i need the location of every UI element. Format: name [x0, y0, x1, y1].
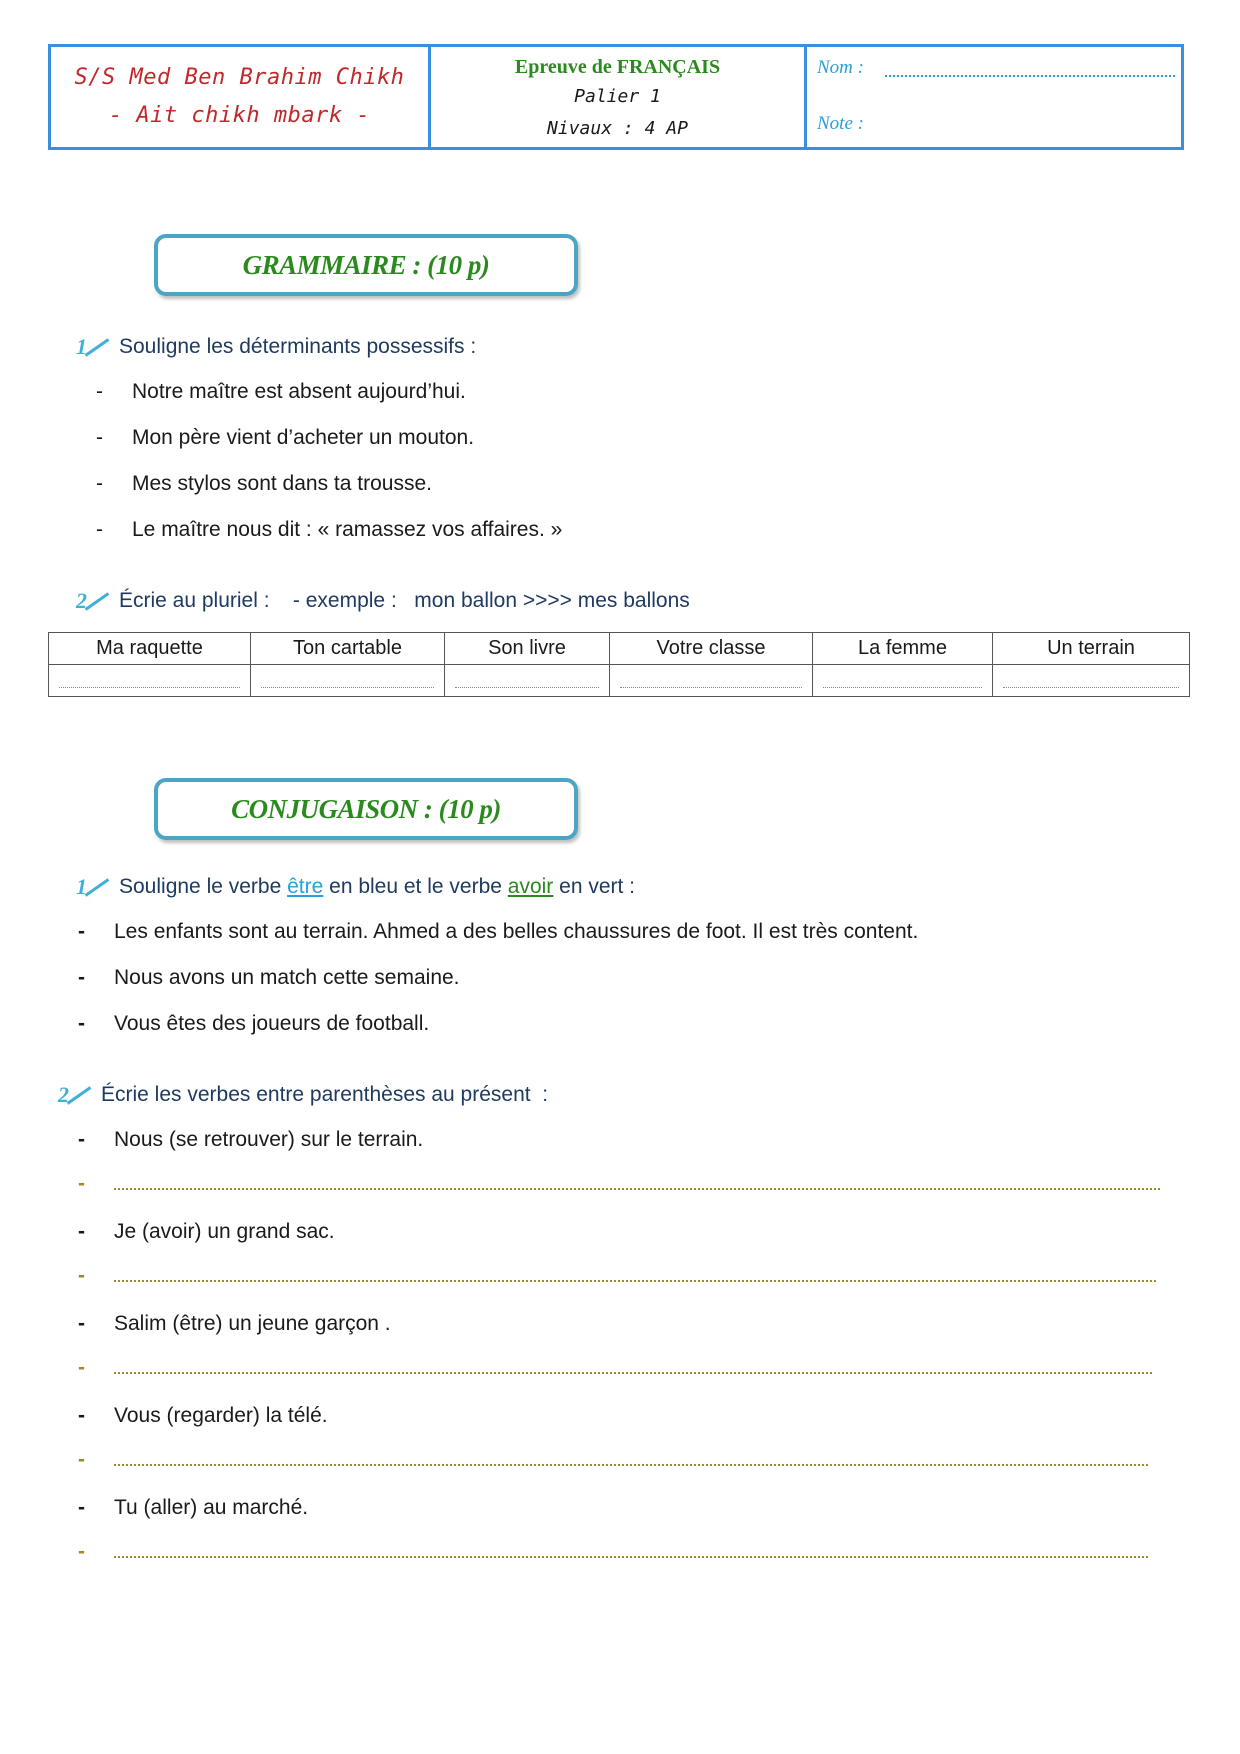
- question-number: 2: [76, 588, 87, 613]
- answer-line[interactable]: -: [78, 1356, 1152, 1380]
- question-number: 1: [76, 334, 87, 359]
- list-item: - Les enfants sont au terrain. Ahmed a des belles chaussures de foot. Il est très content.: [78, 920, 919, 943]
- list-item: - Nous (se retrouver) sur le terrain.: [78, 1128, 424, 1151]
- name-field[interactable]: [885, 75, 1175, 77]
- conjugaison-q2-instruction: [58, 1082, 548, 1108]
- table-header-cell: Votre classe: [610, 633, 813, 665]
- conjugaison-q1-instruction: [76, 874, 635, 900]
- grammaire-q2-instruction: [76, 588, 690, 614]
- question-number: 2: [58, 1082, 69, 1107]
- student-info-cell: [807, 47, 1181, 147]
- answer-cell[interactable]: [993, 665, 1190, 697]
- plural-table: [48, 632, 1190, 697]
- instruction-text: Souligne les déterminants possessifs :: [119, 335, 477, 358]
- list-item: - Le maître nous dit : « ramassez vos affaires. »: [96, 518, 563, 541]
- sentence: Le maître nous dit : « ramassez vos affaires. »: [132, 518, 563, 541]
- list-item: - Mon père vient d’acheter un mouton.: [96, 426, 475, 449]
- answer-line[interactable]: -: [78, 1448, 1148, 1472]
- answer-line[interactable]: -: [78, 1264, 1156, 1288]
- instruction-text: Écrie au pluriel : - exemple : mon ballon >>>> mes ballons: [119, 589, 690, 612]
- sentence: Vous (regarder) la télé.: [114, 1404, 328, 1427]
- slash-mark: [85, 338, 110, 357]
- answer-cell[interactable]: [445, 665, 610, 697]
- exam-level: Nivaux : 4 AP: [547, 118, 688, 139]
- sentence: Mes stylos sont dans ta trousse.: [132, 472, 432, 495]
- sentence: Tu (aller) au marché.: [114, 1496, 309, 1519]
- verb-etre: être: [287, 875, 324, 898]
- list-item: - Vous êtes des joueurs de football.: [78, 1012, 430, 1035]
- exam-header: [48, 44, 1184, 150]
- sentence: Nous (se retrouver) sur le terrain.: [114, 1128, 424, 1151]
- sentence: Vous êtes des joueurs de football.: [114, 1012, 430, 1035]
- sentence: Je (avoir) un grand sac.: [114, 1220, 335, 1243]
- table-header-cell: Ton cartable: [251, 633, 445, 665]
- exam-palier: Palier 1: [574, 86, 661, 107]
- question-number: 1: [76, 874, 87, 899]
- slash-mark: [67, 1086, 92, 1105]
- table-header-row: [49, 633, 1190, 665]
- exam-title: Epreuve de FRANÇAIS: [514, 56, 721, 78]
- verb-avoir: avoir: [507, 875, 554, 898]
- conjugaison-title: CONJUGAISON : (10 p): [231, 793, 501, 824]
- instruction-text: Souligne le verbe être en bleu et le verbe avoir en vert :: [119, 875, 636, 898]
- answer-cell[interactable]: [610, 665, 813, 697]
- school-name: S/S Med Ben Brahim Chikh: [74, 65, 405, 90]
- sentence: Les enfants sont au terrain. Ahmed a des belles chaussures de foot. Il est très content.: [114, 920, 919, 943]
- table-header-cell: Un terrain: [993, 633, 1190, 665]
- school-location: - Ait chikh mbark -: [108, 103, 371, 128]
- conjugaison-section-box: [154, 778, 578, 840]
- answer-cell[interactable]: [251, 665, 445, 697]
- table-header-cell: Son livre: [445, 633, 610, 665]
- slash-mark: [85, 878, 110, 897]
- answer-cell[interactable]: [813, 665, 993, 697]
- grade-label: Note :: [817, 113, 864, 134]
- grammaire-section-box: [154, 234, 578, 296]
- answer-line[interactable]: -: [78, 1172, 1160, 1196]
- list-item: - Vous (regarder) la télé.: [78, 1404, 328, 1427]
- answer-line[interactable]: -: [78, 1540, 1148, 1564]
- list-item: - Tu (aller) au marché.: [78, 1496, 309, 1519]
- sentence: Notre maître est absent aujourd’hui.: [132, 380, 466, 403]
- school-cell: [51, 47, 431, 147]
- exam-info-cell: [431, 47, 807, 147]
- table-answer-row: [49, 665, 1190, 697]
- table-header-cell: Ma raquette: [49, 633, 251, 665]
- sentence: Salim (être) un jeune garçon .: [114, 1312, 391, 1335]
- name-label: Nom :: [817, 57, 864, 78]
- slash-mark: [85, 592, 110, 611]
- grammaire-q1-instruction: [76, 334, 476, 360]
- list-item: - Je (avoir) un grand sac.: [78, 1220, 335, 1243]
- sentence: Nous avons un match cette semaine.: [114, 966, 460, 989]
- list-item: - Salim (être) un jeune garçon .: [78, 1312, 391, 1335]
- list-item: - Mes stylos sont dans ta trousse.: [96, 472, 432, 495]
- answer-cell[interactable]: [49, 665, 251, 697]
- table-header-cell: La femme: [813, 633, 993, 665]
- list-item: - Notre maître est absent aujourd’hui.: [96, 380, 466, 403]
- grammaire-title: GRAMMAIRE : (10 p): [242, 249, 490, 280]
- instruction-text: Écrie les verbes entre parenthèses au présent :: [101, 1083, 549, 1106]
- list-item: - Nous avons un match cette semaine.: [78, 966, 460, 989]
- sentence: Mon père vient d’acheter un mouton.: [132, 426, 475, 449]
